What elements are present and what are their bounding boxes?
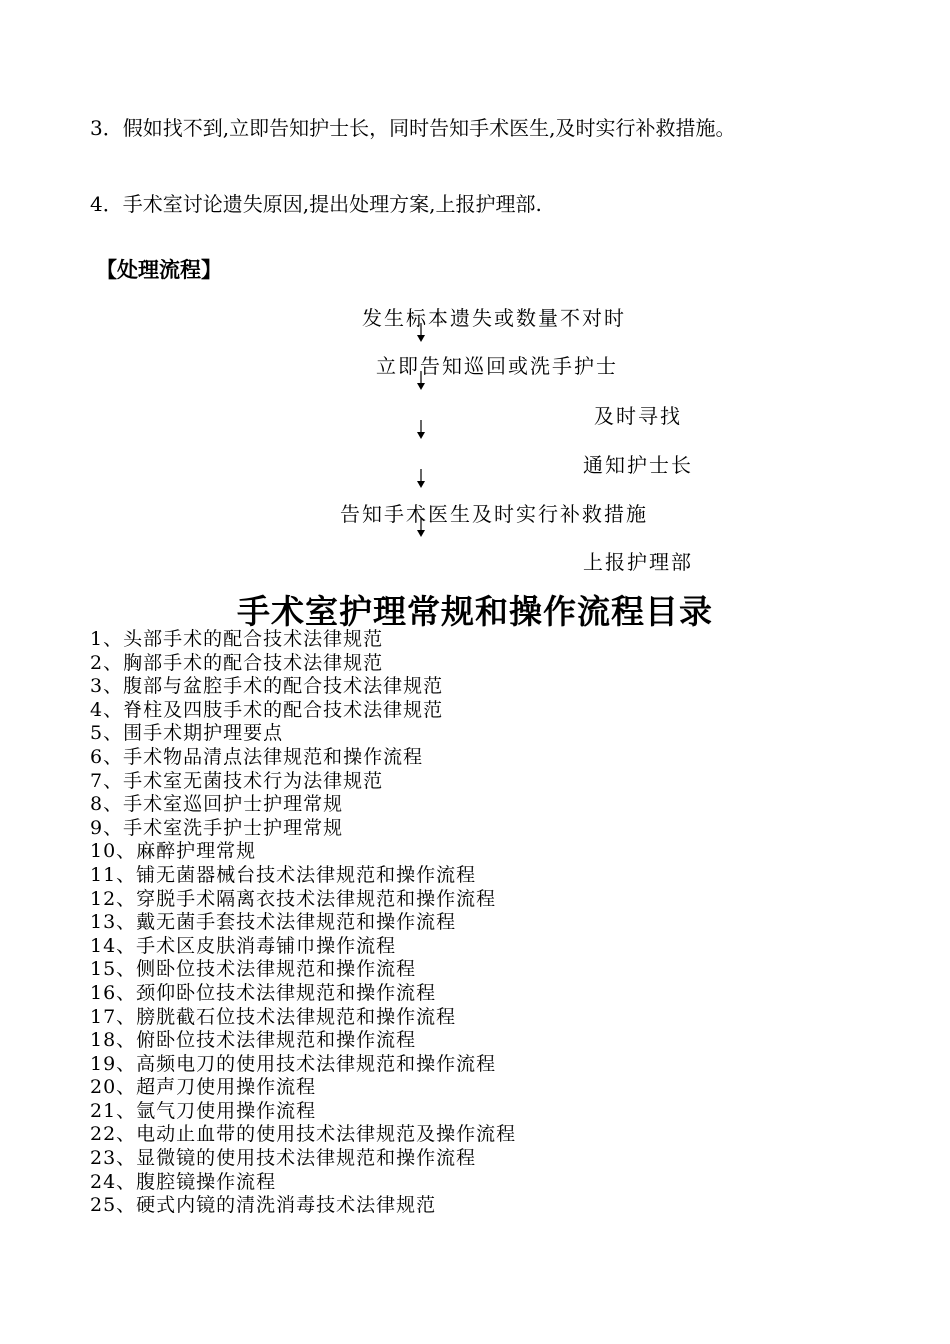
toc-item: 6、手术物品清点法律规范和操作流程 [90,745,424,768]
toc-item: 5、围手术期护理要点 [90,722,284,745]
toc-item: 7、手术室无菌技术行为法律规范 [90,769,384,792]
toc-item: 8、手术室巡回护士护理常规 [90,793,344,816]
toc-item: 12、穿脱手术隔离衣技术法律规范和操作流程 [90,887,497,910]
toc-item: 23、显微镜的使用技术法律规范和操作流程 [90,1147,477,1170]
step-4-text: 4．手术室讨论遗失原因,提出处理方案,上报护理部. [90,192,542,216]
flow-node-5: 告知手术医生及时实行补救措施 [340,502,648,526]
toc-item: 18、俯卧位技术法律规范和操作流程 [90,1029,417,1052]
flow-arrow-down-icon [416,323,426,343]
toc-item: 1、头部手术的配合技术法律规范 [90,628,384,650]
toc-list [90,628,516,1218]
toc-item: 19、高频电刀的使用技术法律规范和操作流程 [90,1052,497,1075]
toc-item: 9、手术室洗手护士护理常规 [90,816,344,839]
toc-item: 25、硬式内镜的清洗消毒技术法律规范 [90,1194,437,1217]
toc-item: 22、电动止血带的使用技术法律规范及操作流程 [90,1123,517,1146]
flow-node-3: 及时寻找 [594,404,682,428]
toc-item: 11、铺无菌器械台技术法律规范和操作流程 [90,863,477,886]
toc-item: 17、膀胱截石位技术法律规范和操作流程 [90,1005,457,1028]
flow-node-1: 发生标本遗失或数量不对时 [362,306,626,330]
flow-arrow-down-icon [416,371,426,391]
flow-node-2: 立即告知巡回或洗手护士 [376,354,618,378]
flow-node-4: 通知护士长 [583,453,693,477]
flow-node-6: 上报护理部 [583,550,693,574]
toc-item: 20、超声刀使用操作流程 [90,1076,317,1099]
step-3-text: 3．假如找不到,立即告知护士长，同时告知手术医生,及时实行补救措施。 [90,116,736,140]
toc-item: 4、脊柱及四肢手术的配合技术法律规范 [90,698,444,721]
flow-arrow-down-icon [416,469,426,489]
toc-item: 13、戴无菌手套技术法律规范和操作流程 [90,911,457,934]
flow-arrow-down-icon [416,420,426,440]
toc-item: 10、麻醉护理常规 [90,840,257,863]
toc-item: 15、侧卧位技术法律规范和操作流程 [90,958,417,981]
toc-item: 14、手术区皮肤消毒铺巾操作流程 [90,934,397,957]
toc-item: 24、腹腔镜操作流程 [90,1170,277,1193]
toc-item: 16、颈仰卧位技术法律规范和操作流程 [90,981,437,1004]
process-heading: 【处理流程】 [96,258,222,282]
toc-title: 手术室护理常规和操作流程目录 [237,592,713,631]
toc-item: 21、氩气刀使用操作流程 [90,1099,317,1122]
toc-item: 2、胸部手术的配合技术法律规范 [90,651,384,674]
toc-item: 3、腹部与盆腔手术的配合技术法律规范 [90,675,444,698]
flow-arrow-down-icon [416,518,426,538]
